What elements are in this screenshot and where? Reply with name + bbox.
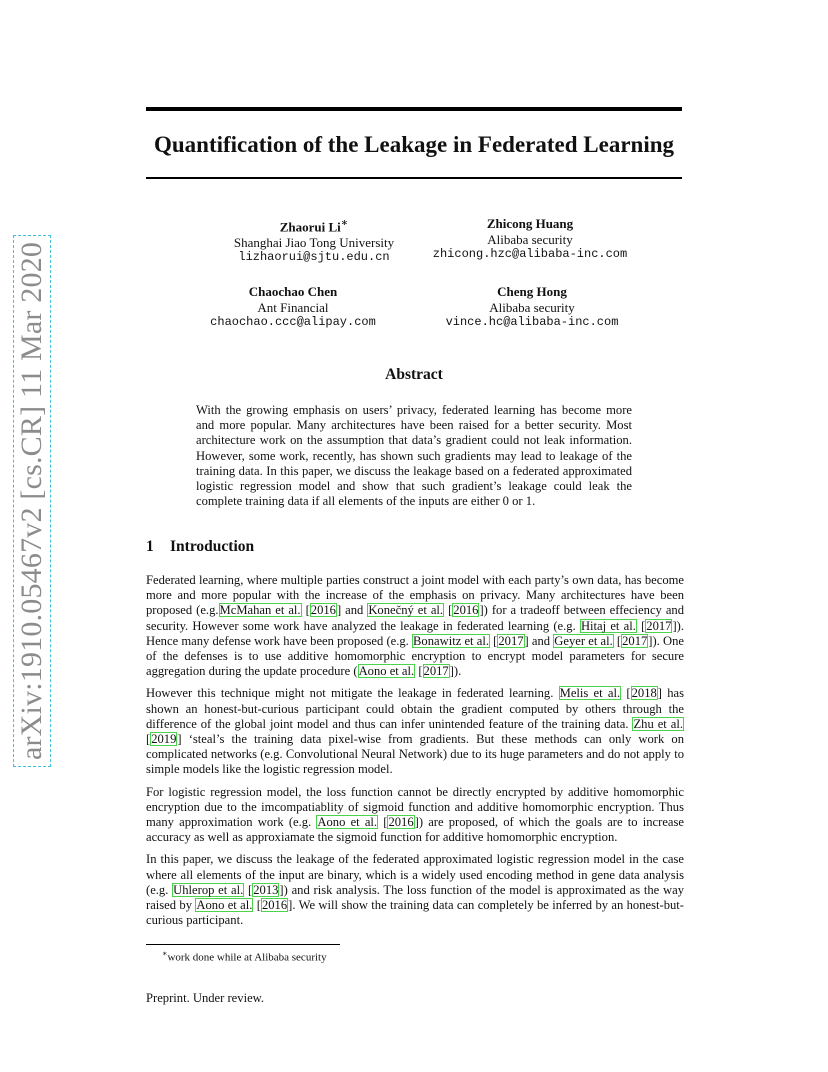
author-email: zhicong.hzc@alibaba-inc.com (432, 247, 628, 261)
author-block-3 (163, 284, 423, 331)
citation-year-link[interactable]: 2019 (151, 732, 177, 747)
citation-link[interactable]: Aono et al. (196, 898, 253, 913)
author-email: chaochao.ccc@alipay.com (210, 315, 376, 329)
author-email: lizhaorui@sjtu.edu.cn (238, 250, 390, 265)
citation-year-link[interactable]: 2017 (646, 618, 672, 633)
citation-link[interactable]: Bonawitz et al. (413, 633, 489, 648)
arxiv-identifier-stamp (6, 241, 58, 761)
citation-year-link[interactable]: 2016 (310, 603, 336, 618)
paragraph-1: Federated learning, where multiple parties construct a joint model with each party’s own data, has become more and more popular with the increase of the emphasis on privacy. Many architectures have been proposed (e.g.McMahan et al. [2016] and Konečný et al. [2016]) for a tradeoff between effeciency and security. However some work have analyzed the leakage in federated learning (e.g. Hitaj et al. [2017]). Hence many defense work have been proposed (e.g. Bonawitz et al. [2017] and Geyer et al. [2017]). One of the defenses is to use additive homomorphic encryption to encrypt model parameters for secure aggregation during the update procedure (Aono et al. [2017]). (146, 573, 685, 679)
title-bottom-rule (146, 177, 682, 179)
author-affiliation: Alibaba security (487, 231, 573, 247)
citation-link[interactable]: Hitaj et al. (580, 618, 636, 633)
arxiv-identifier-text: arXiv:1910.05467v2 [cs.CR] 11 Mar 2020 (13, 235, 51, 767)
author-footnote-marker: ∗ (340, 217, 349, 229)
citation-link[interactable]: Zhu et al. (633, 716, 683, 731)
paper-title: Quantification of the Leakage in Federated Learning (153, 132, 675, 157)
footnote-rule (146, 944, 340, 945)
author-affiliation: Shanghai Jiao Tong University (233, 234, 395, 250)
footnote (162, 949, 327, 964)
citation-year-link[interactable]: 2017 (423, 664, 449, 679)
citation-link[interactable]: Geyer et al. (554, 633, 613, 648)
author-affiliation: Ant Financial (257, 299, 329, 315)
author-name: Zhaorui Li∗ (279, 217, 349, 235)
author-name: Cheng Hong (497, 284, 567, 299)
author-block-2 (400, 216, 660, 263)
author-block-4 (402, 284, 662, 331)
citation-year-link[interactable]: 2016 (388, 815, 414, 830)
citation-year-link[interactable]: 2016 (453, 603, 479, 618)
citation-year-link[interactable]: 2013 (253, 882, 279, 897)
introduction-body (146, 573, 684, 935)
author-name: Zhicong Huang (486, 216, 574, 231)
author-email: vince.hc@alibaba-inc.com (445, 315, 619, 329)
citation-link[interactable]: McMahan et al. (219, 603, 301, 618)
paragraph-4: In this paper, we discuss the leakage of the federated approximated logistic regression model in the case where all elements of the input are binary, which is a widely used encoding method in gene data analysis (e.g. Uhlerop et al. [2013]) and risk analysis. The loss function of the model is approximated as the way raised by Aono et al. [2016]. We will show the training data can completely be inferred by an honest-but-curious participant. (146, 852, 685, 928)
abstract-heading: Abstract (385, 366, 443, 383)
preprint-notice: Preprint. Under review. (146, 991, 265, 1005)
citation-link[interactable]: Uhlerop et al. (173, 882, 244, 897)
footnote-text: work done while at Alibaba security (167, 951, 327, 964)
citation-year-link[interactable]: 2017 (622, 633, 648, 648)
citation-link[interactable]: Aono et al. (358, 664, 415, 679)
citation-year-link[interactable]: 2016 (261, 898, 288, 913)
abstract-text: With the growing emphasis on users’ privacy, federated learning has become more and more popular. Many architectures have been raised for a better security. Most architecture work on the assumption that data’s gradient could not leak information. However, some work, recently, has shown such gradients may lead to leakage of the training data. In this paper, we discuss the leakage based on a federated approximated logistic regression model and show that such gradient’s leakage could leak the complete training data if all elements of the inputs are either 0 or 1. (196, 403, 632, 509)
citation-year-link[interactable]: 2018 (631, 686, 657, 701)
section-number: 1 (146, 538, 154, 555)
section-heading (146, 538, 254, 556)
title-top-rule (146, 107, 682, 111)
citation-link[interactable]: Konečný et al. (368, 603, 444, 618)
footnote-marker: ∗ (162, 949, 168, 958)
paragraph-2: However this technique might not mitigate the leakage in federated learning. Melis et al. [2018] has shown an honest-but-curious participant could obtain the gradient computed by others through the difference of the global joint model and thus can infer unintended feature of the training data. Zhu et al. [2019] ‘steal’s the training data pixel-wise from gradients. But these methods can only work on complicated networks (e.g. Convolutional Neural Network) due to its huge parameters and do not apply to simple models like the logistic regression model. (146, 686, 685, 777)
author-name: Chaochao Chen (248, 284, 338, 299)
paragraph-3: For logistic regression model, the loss function cannot be directly encrypted by additive homomorphic encryption due to the imcompatiablity of sigmoid function and additive homomorphic encryption. Thus many approximation work (e.g. Aono et al. [2016]) are proposed, of which the goals are to increase accuracy as well as approxiamate the sigmoid function for additive homomorphic encryption. (146, 784, 684, 845)
citation-link[interactable]: Melis et al. (559, 686, 621, 701)
citation-link[interactable]: Aono et al. (317, 815, 378, 830)
section-title: Introduction (170, 538, 255, 555)
author-affiliation: Alibaba security (489, 299, 575, 315)
citation-year-link[interactable]: 2017 (498, 633, 524, 648)
